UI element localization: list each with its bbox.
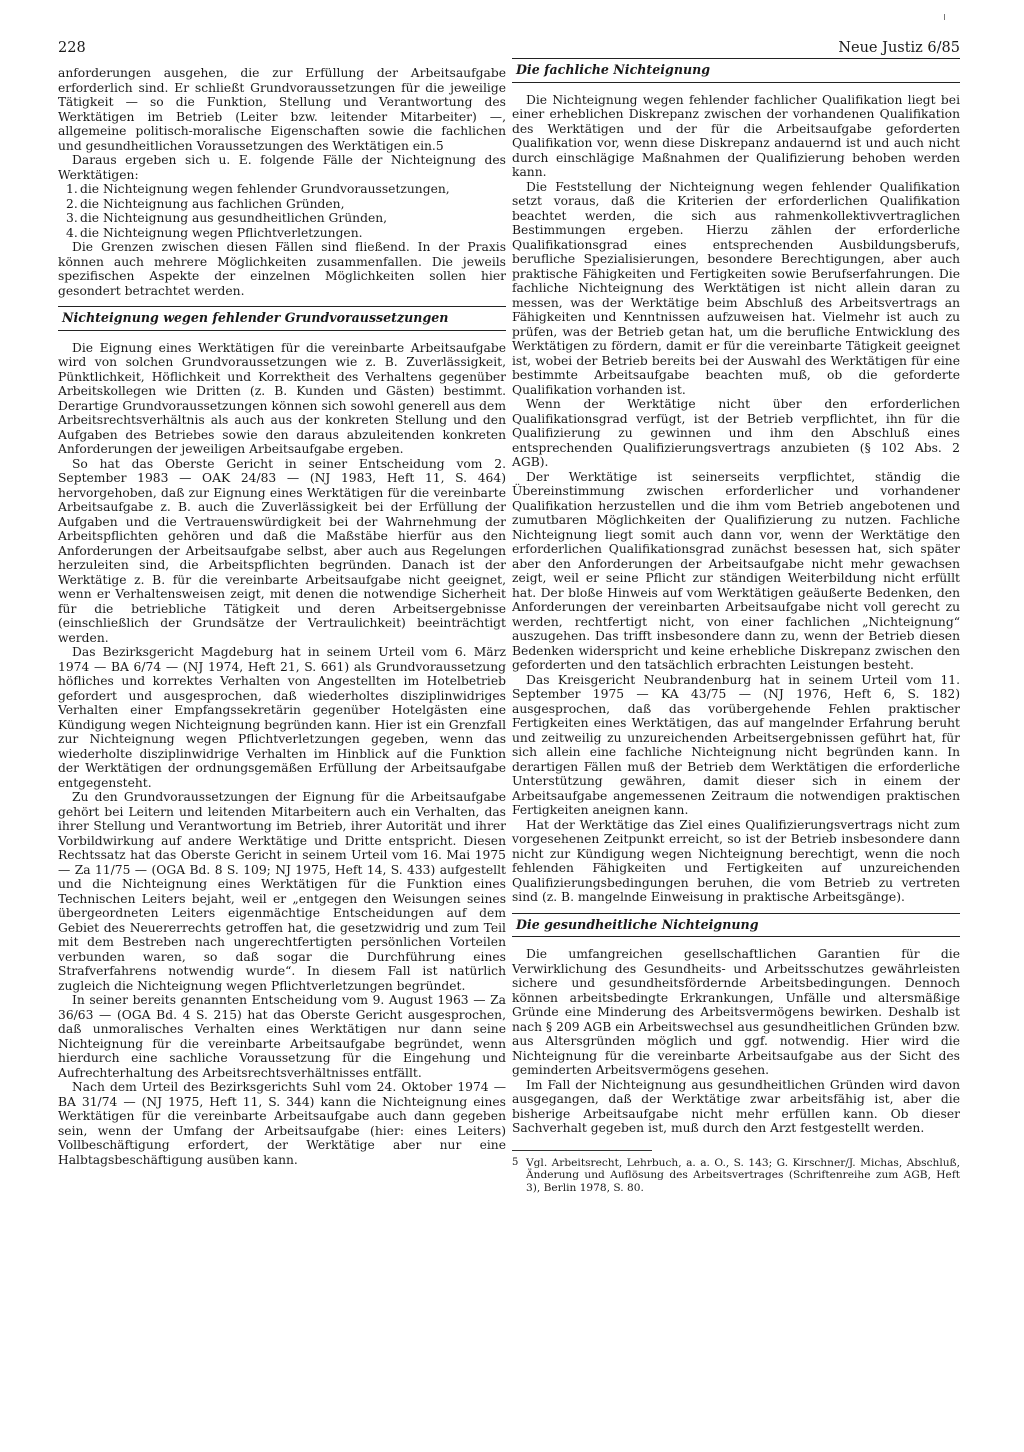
paragraph: Die Eignung eines Werktätigen für die vereinbarte Arbeitsaufgabe wird von solchen Grundvoraussetzungen wie z. B. Zuverlässigkeit, Pünktlichkeit, Höflichkeit und Korrektheit des Verhaltens gegenüber Arbeitskollegen wie Dritten (z. B. Kunden und Gästen) bestimmt. Derartige Grundvoraussetzungen können sich sowohl generell aus dem Arbeitsrechtsverhältnis als auch aus der konkreten Stellung und den Aufgaben des Betriebes sowie den daraus abzuleitenden konkreten Anforderungen der jeweiligen Arbeitsaufgabe ergeben.	[58, 340, 506, 456]
section-heading-grundvoraussetzungen: Nichteignung wegen fehlender Grundvoraussetzungen	[58, 306, 506, 331]
case-list	[58, 182, 506, 240]
section-heading-fachliche: Die fachliche Nichteignung	[512, 58, 960, 83]
list-text: die Nichteignung wegen Pflichtverletzungen.	[80, 225, 363, 240]
list-item	[58, 197, 506, 212]
list-text: die Nichteignung wegen fehlender Grundvoraussetzungen,	[80, 182, 450, 196]
section-heading-gesundheitliche: Die gesundheitliche Nichteignung	[512, 913, 960, 938]
list-item	[58, 226, 506, 241]
paragraph: Der Werktätige ist seinerseits verpflichtet, ständig die Übereinstimmung zwischen erforderlicher und vorhandener Qualifikation herzustellen und die ihm vom Betrieb angebotenen und zumutbaren Möglichkeiten der Qualifizierung zu nutzen. Fachliche Nichteignung liegt somit auch dann vor, wenn der Werktätige den erforderlichen Qualifikationsgrad zunächst besessen hat, sich später aber den Anforderungen der Arbeitsaufgabe nicht mehr gewachsen zeigt, weil er seine Pflicht zur ständigen Weiterbildung nicht erfüllt hat. Der bloße Hinweis auf vom Werktätigen geäußerte Bedenken, den Anforderungen der vereinbarten Arbeitsaufgabe nicht voll gerecht zu werden, rechtfertigt nicht, von einer fachlichen „Nichteignung“ auszugehen. Das trifft insbesondere dann zu, wenn der Betrieb diesen Bedenken widerspricht und keine erhebliche Diskrepanz zwischen den geforderten und den tatsächlich erbrachten Leistungen besteht.	[512, 469, 960, 672]
margin-mark	[944, 14, 945, 20]
paragraph: Im Fall der Nichteignung aus gesundheitlichen Gründen wird davon ausgegangen, daß der Werktätige zwar arbeitsfähig ist, aber die bisherige Arbeitsaufgabe nicht mehr erfüllen kann. Ob dieser Sachverhalt gegeben ist, muß durch den Arzt festgestellt werden.	[512, 1077, 960, 1135]
footnote-text: Vgl. Arbeitsrecht, Lehrbuch, a. a. O., S. 143; G. Kirschner/J. Michas, Abschluß, Änderung und Auflösung des Arbeitsvertrages (Schriftenreihe zum AGB, Heft 3), Berlin 1978, S. 80.	[526, 1156, 960, 1194]
paragraph: Die Nichteignung wegen fehlender fachlicher Qualifikation liegt bei einer erheblichen Diskrepanz zwischen der vorhandenen Qualifikation des Werktätigen und der für die Arbeitsaufgabe geforderten Qualifikation vor, wenn diese Diskrepanz andauernd ist und auch nicht durch einschlägige Maßnahmen der Qualifizierung behoben werden kann.	[512, 92, 960, 179]
paragraph: Wenn der Werktätige nicht über den erforderlichen Qualifikationsgrad verfügt, ist der Betrieb verpflichtet, ihn für die Qualifizierung zu gewinnen und ihm den Abschluß eines entsprechenden Qualifizierungsvertrags anzubieten (§ 102 Abs. 2 AGB).	[512, 397, 960, 469]
paragraph: anforderungen ausgehen, die zur Erfüllung der Arbeitsaufgabe erforderlich sind. Er schließt Grundvoraussetzungen für die jeweilige Tätigkeit — so die Funktion, Stellung und Verantwortung des Werktätigen im Betrieb (Leiter bzw. leitender Mitarbeiter) —, allgemeine politisch-moralische Eigenschaften sowie die fachlichen und gesundheitlichen Voraussetzungen des Werktätigen ein.5	[58, 66, 506, 153]
paragraph: Daraus ergeben sich u. E. folgende Fälle der Nichteignung des Werktätigen:	[58, 153, 506, 182]
page-number: 228	[58, 40, 86, 56]
list-item	[58, 182, 506, 197]
journal-issue: Neue Justiz 6/85	[838, 40, 960, 56]
list-text: die Nichteignung aus gesundheitlichen Gründen,	[80, 211, 388, 225]
list-text: die Nichteignung aus fachlichen Gründen,	[80, 196, 345, 211]
list-number: 4.	[66, 225, 78, 240]
paragraph: In seiner bereits genannten Entscheidung vom 9. August 1963 — Za 36/63 — (OGA Bd. 4 S. 215) hat das Oberste Gericht ausgesprochen, daß unmoralisches Verhalten eines Werktätigen nur dann seine Nichteignung für die vereinbarte Arbeitsaufgabe begründet, wenn hierdurch eine sachliche Voraussetzung für die Eingehung und Aufrechterhaltung des Arbeitsrechtsverhältnisses entfällt.	[58, 993, 506, 1080]
paragraph: Die Feststellung der Nichteignung wegen fehlender Qualifikation setzt voraus, daß die Kriterien der erforderlichen Qualifikation beachtet werden, die sich aus rahmenkollektivvertraglichen Bestimmungen ergeben. Hierzu zählen der erforderliche Qualifikationsgrad eines entsprechenden Ausbildungsberufs, berufliche Spezialisierungen, besondere Berechtigungen, aber auch praktische Fähigkeiten und Fertigkeiten sowie Berufserfahrungen. Die fachliche Nichteignung des Werktätigen ist nicht allein daran zu messen, was der Werktätige beim Abschluß des Arbeitsvertrags an Fähigkeiten und Kenntnissen aufzuweisen hat. Vielmehr ist auch zu prüfen, was der Betrieb getan hat, um die berufliche Entwicklung des Werktätigen zu fördern, damit er für die vereinbarte Tätigkeit geeignet ist, wobei der Betrieb bereits bei der Auswahl des Werktätigen für eine bestimmte Arbeitsaufgabe beachten muß, ob die geforderte Qualifikation vorhanden ist.	[512, 179, 960, 397]
right-column	[512, 62, 960, 1194]
paragraph: Hat der Werktätige das Ziel eines Qualifizierungsvertrags nicht zum vorgesehenen Zeitpunkt erreicht, so ist der Betrieb insbesondere dann nicht zur Kündigung wegen Nichteignung berechtigt, wenn die noch fehlenden Fähigkeiten und Fertigkeiten auf unzureichenden Qualifizierungsbedingungen beruhen, die vom Betrieb zu vertreten sind (z. B. mangelnde Einweisung in praktische Arbeitsgänge).	[512, 817, 960, 904]
footnote-divider	[512, 1150, 652, 1151]
left-column	[58, 66, 506, 1167]
paragraph: Das Bezirksgericht Magdeburg hat in seinem Urteil vom 6. März 1974 — BA 6/74 — (NJ 1974, Heft 21, S. 661) als Grundvoraussetzung höfliches und korrektes Verhalten von Angestellten im Hotelbetrieb gefordert und ausgesprochen, daß wiederholtes disziplinwidriges Verhalten einer Empfangssekretärin gegenüber Hotelgästen eine Kündigung wegen Nichteignung begründen kann. Hier ist ein Grenzfall zur Nichteignung wegen Pflichtverletzungen gegeben, wenn das wiederholte disziplinwidrige Verhalten im Hinblick auf die Funktion der Werktätigen der ordnungsgemäßen Erfüllung der Arbeitsaufgabe entgegensteht.	[58, 645, 506, 790]
paragraph: Das Kreisgericht Neubrandenburg hat in seinem Urteil vom 11. September 1975 — KA 43/75 — (NJ 1976, Heft 6, S. 182) ausgesprochen, daß das vorübergehende Fehlen praktischer Fertigkeiten eines Werktätigen, das auf mangelnder Erfahrung beruht und zeitweilig zu unzureichenden Arbeitsergebnissen geführt hat, für sich allein eine fachliche Nichteignung nicht begründen kann. In derartigen Fällen muß der Betrieb dem Werktätigen die erforderliche Unterstützung gewähren, damit dieser sich in einem der Arbeitsaufgabe angemessenen Zeitraum die notwendigen praktischen Fertigkeiten aneignen kann.	[512, 672, 960, 817]
list-item	[58, 211, 506, 226]
paragraph: Nach dem Urteil des Bezirksgerichts Suhl vom 24. Oktober 1974 — BA 31/74 — (NJ 1975, Heft 11, S. 344) kann die Nichteignung eines Werktätigen für die vereinbarte Arbeitsaufgabe auch dann gegeben sein, wenn der Umfang der Arbeitsaufgabe (hier: eines Leiters) Vollbeschäftigung erfordert, der Werktätige aber nur eine Halbtagsbeschäftigung ausüben kann.	[58, 1080, 506, 1167]
list-number: 3.	[66, 211, 78, 225]
paragraph: Die umfangreichen gesellschaftlichen Garantien für die Verwirklichung des Gesundheits- und Arbeitsschutzes gewährleisten sichere und gesundheitsfördernde Arbeitsbedingungen. Dennoch können arbeitsbedingte Erkrankungen, Unfälle und altersmäßige Gründe eine Minderung des Arbeitsvermögens bewirken. Deshalb ist nach § 209 AGB ein Arbeitswechsel aus gesundheitlichen Gründen bzw. aus Altersgründen möglich und ggf. notwendig. Hier wird die Nichteignung für die vereinbarte Arbeitsaufgabe aus der Sicht des geminderten Arbeitsvermögens gesehen.	[512, 947, 960, 1077]
footnote-number: 5	[512, 1156, 519, 1168]
list-number: 1.	[66, 182, 78, 196]
paragraph: So hat das Oberste Gericht in seiner Entscheidung vom 2. September 1983 — OAK 24/83 — (NJ 1983, Heft 11, S. 464) hervorgehoben, daß zur Eignung eines Werktätigen für die vereinbarte Arbeitsaufgabe z. B. auch die Zuverlässigkeit bei der Erfüllung der Aufgaben und die Vertrauenswürdigkeit bei der Wahrnehmung der Arbeitspflichten gehören und daß die Maßstäbe hierfür aus den Anforderungen der Arbeitsaufgabe selbst, aber auch aus Regelungen herzuleiten sind, die Arbeitspflichten begründen. Danach ist der Werktätige z. B. für die vereinbarte Arbeitsaufgabe nicht geeignet, wenn er Verhaltensweisen zeigt, mit denen die notwendige Sicherheit für die betriebliche Tätigkeit und deren Arbeitsergebnisse (einschließlich der Grundsätze der Vertraulichkeit) beeinträchtigt werden.	[58, 456, 506, 645]
paragraph: Zu den Grundvoraussetzungen der Eignung für die Arbeitsaufgabe gehört bei Leitern und leitenden Mitarbeitern auch ein Verhalten, das ihrer Stellung und Verantwortung im Betrieb, ihrer Autorität und ihrer Vorbildwirkung auf andere Werktätige und Dritte entspricht. Diesen Rechtssatz hat das Oberste Gericht in seinem Urteil vom 16. Mai 1975 — Za 11/75 — (OGA Bd. 8 S. 109; NJ 1975, Heft 14, S. 433) aufgestellt und die Nichteignung eines Werktätigen für die Funktion eines Technischen Leiters bejaht, weil er „entgegen den Weisungen seines übergeordneten Leiters eigenmächtige Entscheidungen auf dem Gebiet des Neuererrechts getroffen hat, die gesetzwidrig und zum Teil mit dem Bestreben nach ungerechtfertigten persönlichen Vorteilen verbunden waren, so daß sogar die Durchführung eines Strafverfahrens notwendig wurde“. In diesem Fall ist natürlich zugleich die Nichteignung wegen Pflichtverletzungen begründet.	[58, 790, 506, 993]
paragraph: Die Grenzen zwischen diesen Fällen sind fließend. In der Praxis können auch mehrere Möglichkeiten zusammenfallen. Die jeweils spezifischen Aspekte der einzelnen Möglichkeiten sollen hier gesondert betrachtet werden.	[58, 240, 506, 298]
list-number: 2.	[66, 196, 78, 211]
footnote	[512, 1157, 960, 1195]
